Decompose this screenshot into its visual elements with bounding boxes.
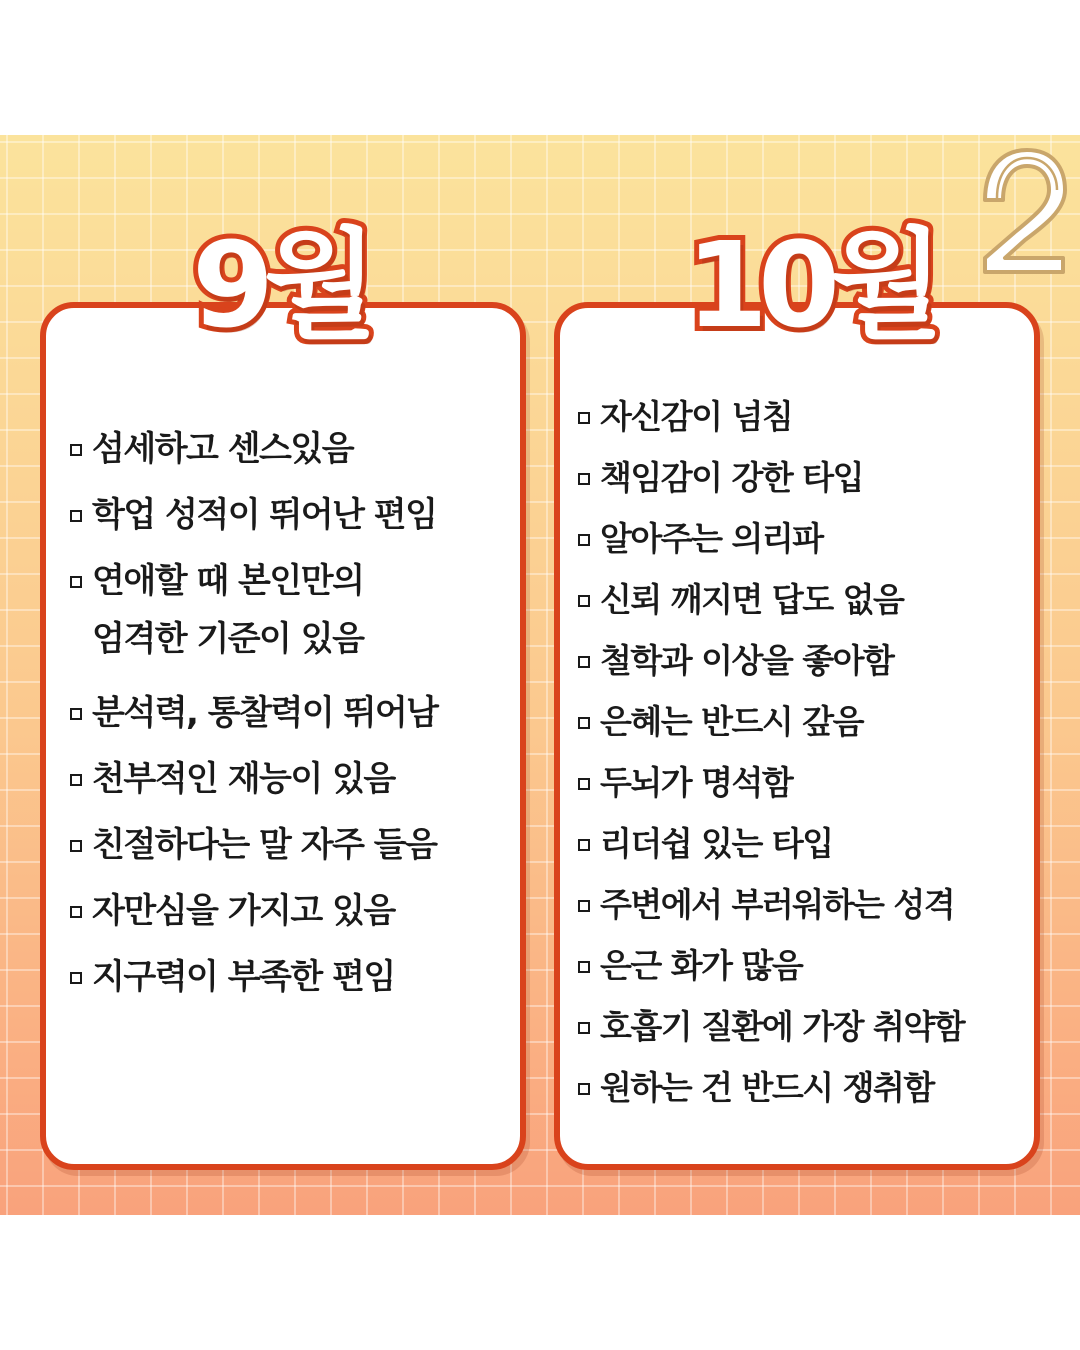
checkbox-square-icon: [578, 961, 590, 973]
checkbox-square-icon: [578, 534, 590, 546]
checkbox-square-icon: [70, 774, 82, 786]
list-item: 지구력이 부족한 편임: [70, 948, 520, 1014]
checkbox-square-icon: [70, 906, 82, 918]
stylized-2-logo-icon: [975, 140, 1071, 280]
list-item: 두뇌가 명석함: [578, 754, 1033, 815]
list-item: 자신감이 넘침: [578, 388, 1033, 449]
september-trait-list: [70, 420, 520, 1014]
list-item: 천부적인 재능이 있음: [70, 750, 520, 816]
list-item: 연애할 때 본인만의 엄격한 기준이 있음: [70, 552, 520, 684]
list-item: 자만심을 가지고 있음: [70, 882, 520, 948]
october-trait-list: [578, 388, 1033, 1120]
checkbox-square-icon: [578, 1022, 590, 1034]
checkbox-square-icon: [70, 972, 82, 984]
checkbox-square-icon: [578, 412, 590, 424]
list-item: 은근 화가 많음: [578, 937, 1033, 998]
checkbox-square-icon: [578, 595, 590, 607]
checkbox-square-icon: [578, 839, 590, 851]
list-item: 섬세하고 센스있음: [70, 420, 520, 486]
checkbox-square-icon: [578, 656, 590, 668]
checkbox-square-icon: [70, 444, 82, 456]
list-item: 신뢰 깨지면 답도 없음: [578, 571, 1033, 632]
checkbox-square-icon: [70, 840, 82, 852]
checkbox-square-icon: [70, 576, 82, 588]
list-item: 리더쉽 있는 타입: [578, 815, 1033, 876]
checkbox-square-icon: [578, 778, 590, 790]
list-item: 호흡기 질환에 가장 취약함: [578, 998, 1033, 1059]
checkbox-square-icon: [578, 900, 590, 912]
list-item: 학업 성적이 뛰어난 편임: [70, 486, 520, 552]
list-item: 알아주는 의리파: [578, 510, 1033, 571]
list-item: 친절하다는 말 자주 들음: [70, 816, 520, 882]
checkbox-square-icon: [578, 473, 590, 485]
september-title: 9월: [191, 216, 369, 354]
list-item: 원하는 건 반드시 쟁취함: [578, 1059, 1033, 1120]
list-item: 분석력, 통찰력이 뛰어남: [70, 684, 520, 750]
checkbox-square-icon: [70, 510, 82, 522]
october-title: 10월: [685, 216, 935, 354]
list-item: 철학과 이상을 좋아함: [578, 632, 1033, 693]
checkbox-square-icon: [578, 717, 590, 729]
checkbox-square-icon: [578, 1083, 590, 1095]
list-item: 책임감이 강한 타입: [578, 449, 1033, 510]
list-item: 주변에서 부러워하는 성격: [578, 876, 1033, 937]
list-item: 은혜는 반드시 갚음: [578, 693, 1033, 754]
checkbox-square-icon: [70, 708, 82, 720]
